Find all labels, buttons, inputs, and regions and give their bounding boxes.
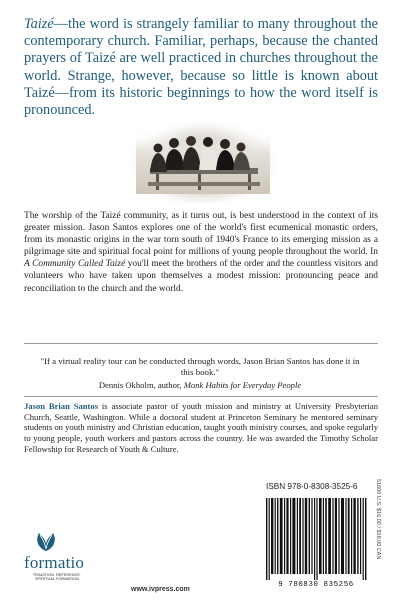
description-text-2: you'll meet the brothers of the order and the countless visitors and volunteers who have taken upon themselves a modest mission: pronouncing peace and reconciliation to the church and the world.: [24, 259, 378, 294]
intro-lead-word: Taizé: [24, 16, 54, 32]
divider-top: [24, 343, 378, 344]
description-paragraph: [24, 210, 378, 295]
endorsement-quote: "If a virtual reality tour can be conducted through words, Jason Brian Santos has done it in this book.": [40, 356, 360, 377]
endorser-name: Dennis Okholm: [98, 380, 154, 390]
community-photo: [128, 112, 278, 204]
author-bio: [24, 401, 378, 455]
price-code: [372, 478, 380, 588]
publisher-url: www.ivpress.com: [131, 586, 190, 593]
book-title-inline: A Community Called Taizé: [24, 259, 126, 270]
formatio-leaf-icon: [33, 528, 59, 552]
publisher-tagline-line2: SPIRITUAL FORMATION: [34, 576, 80, 582]
endorser-role: , author,: [153, 380, 184, 390]
endorser-book: Monk Habits for Everyday People: [183, 380, 302, 390]
publisher-tagline-line1: TRADITION. REFERENCE.: [32, 572, 82, 577]
price-text: 51600 U.S. $16.00 / $18.00 CAN: [375, 479, 381, 560]
description-text-1: The worship of the Taizé community, as it turns out, is best understood in the context of its greater mission. Jason Santos explores one of the world's first ecumenical monastic orders, from its monastic origins in the war torn south of 1940's France to its emerging mission as a pilgrimage site and spiritual focal point for millions of young people throughout the world. In: [24, 211, 378, 258]
isbn-text: ISBN 978-0-8308-3525-6: [266, 482, 358, 491]
barcode-bars-icon: [266, 498, 368, 580]
barcode-digits: 9 780830 835256: [278, 581, 354, 589]
barcode-block: [258, 474, 381, 594]
publisher-tagline: [22, 573, 92, 582]
divider-bottom: [24, 396, 378, 397]
intro-text: —the word is strangely familiar to many throughout the contemporary church. Familiar, perhaps, because the chanted prayers of Taizé are well practiced in churches throughout the world. Strange, however, because so little is known about Taizé—from its historic beginnings to how the word itself is pronounced.: [24, 16, 378, 119]
author-name: Jason Brian Santos: [24, 401, 99, 411]
publisher-logo-text: formatio: [24, 553, 85, 572]
author-bio-text: is associate pastor of youth mission and ministry at University Presbyterian Church, Seattle, Washington. While a doctoral student at Princeton Seminary he mentored seminary students on youth ministry and Christian education, taught youth ministry courses, and spoke regularly to young people, youth workers and pastors across the country. He was awarded the Timothy Scholar Fellowship for Research of Youth & Culture.: [24, 401, 378, 454]
intro-paragraph: [24, 16, 378, 119]
endorsement-attribution: [40, 380, 360, 391]
